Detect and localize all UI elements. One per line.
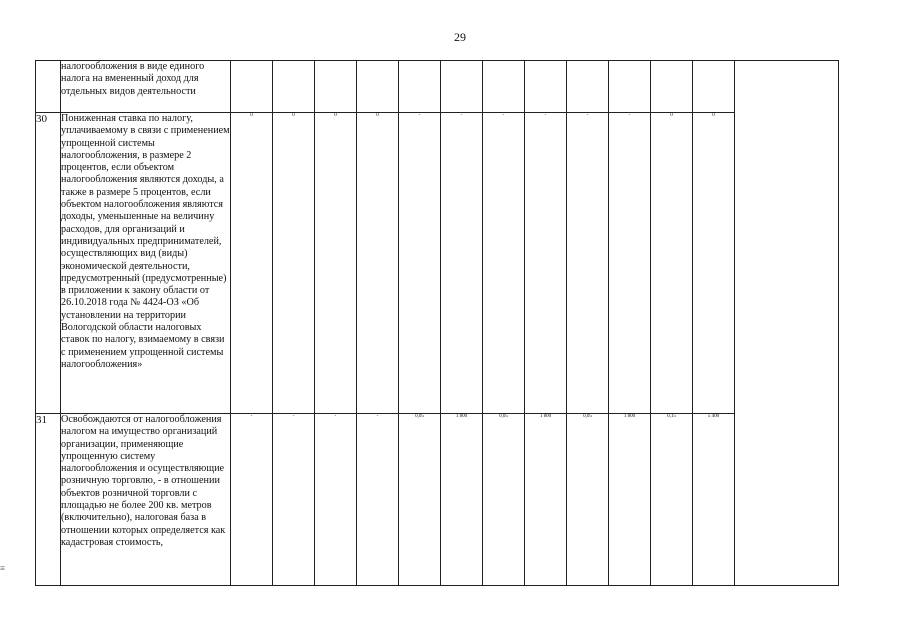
value-cell: 5 400 — [693, 414, 735, 586]
value-cell: 0 — [357, 113, 399, 414]
value-cell — [399, 61, 441, 113]
row-number — [36, 61, 61, 113]
value-cell: 1 800 — [441, 414, 483, 586]
value-cell — [651, 61, 693, 113]
value-cell: - — [273, 414, 315, 586]
value-cell — [609, 61, 651, 113]
table-row-continuation — [36, 61, 839, 113]
row-number: 30 — [36, 113, 61, 414]
value-cell: 0,05 — [483, 414, 525, 586]
value-cell: 0 — [693, 113, 735, 414]
value-cell: - — [609, 113, 651, 414]
value-cell — [231, 61, 273, 113]
tax-benefits-table — [35, 60, 839, 586]
value-cell: 0,05 — [567, 414, 609, 586]
value-cell — [441, 61, 483, 113]
value-cell — [693, 61, 735, 113]
row-description: налогообложения в виде единого налога на вмененный доход для отдельных видов деятельности — [61, 61, 231, 113]
value-cell: - — [315, 414, 357, 586]
row-description: Пониженная ставка по налогу, уплачиваемому в связи с применением упрощенной системы налогообложения, в размере 2 процентов, если объектом налогообложения являются доходы, а также в размере 5 процентов, если объектом налогообложения являются доходы, уменьшенные на величину расходов, для организаций и индивидуальных предпринимателей, осуществляющих вид (виды) экономической деятельности, предусмотренный (предусмотренные) в приложении к закону области от 26.10.2018 года № 4424-ОЗ «Об установлении на территории Вологодской области налоговых ставок по налогу, взимаемому в связи с применением упрощенной системы налогообложения» — [61, 113, 231, 414]
value-cell — [567, 61, 609, 113]
value-cell: - — [399, 113, 441, 414]
value-cell: 0 — [651, 113, 693, 414]
value-cell: - — [483, 113, 525, 414]
value-cell: 1 800 — [609, 414, 651, 586]
scan-edge-mark: ≡ — [0, 563, 6, 573]
value-cell: - — [567, 113, 609, 414]
extra-column-cell — [735, 61, 839, 586]
value-cell: 0 — [315, 113, 357, 414]
value-cell: 0,05 — [399, 414, 441, 586]
value-cell — [357, 61, 399, 113]
value-cell: - — [231, 414, 273, 586]
value-cell — [525, 61, 567, 113]
value-cell: - — [357, 414, 399, 586]
table-row-30 — [36, 113, 839, 414]
value-cell: 0,15 — [651, 414, 693, 586]
row-description: Освобождаются от налогообложения налогом на имущество организаций организации, применяющие упрощенную систему налогообложения и осуществляющие розничную торговлю, - в отношении объектов розничной торговли с площадью не более 200 кв. метров (включительно), налоговая база в отношении которых определяется как кадастровая стоимость, — [61, 414, 231, 586]
page-number: 29 — [454, 30, 466, 44]
value-cell — [315, 61, 357, 113]
table-row-31 — [36, 414, 839, 586]
value-cell: 0 — [231, 113, 273, 414]
value-cell: 1 800 — [525, 414, 567, 586]
value-cell: 0 — [273, 113, 315, 414]
row-number: 31 — [36, 414, 61, 586]
value-cell: - — [441, 113, 483, 414]
value-cell — [483, 61, 525, 113]
value-cell — [273, 61, 315, 113]
value-cell: - — [525, 113, 567, 414]
